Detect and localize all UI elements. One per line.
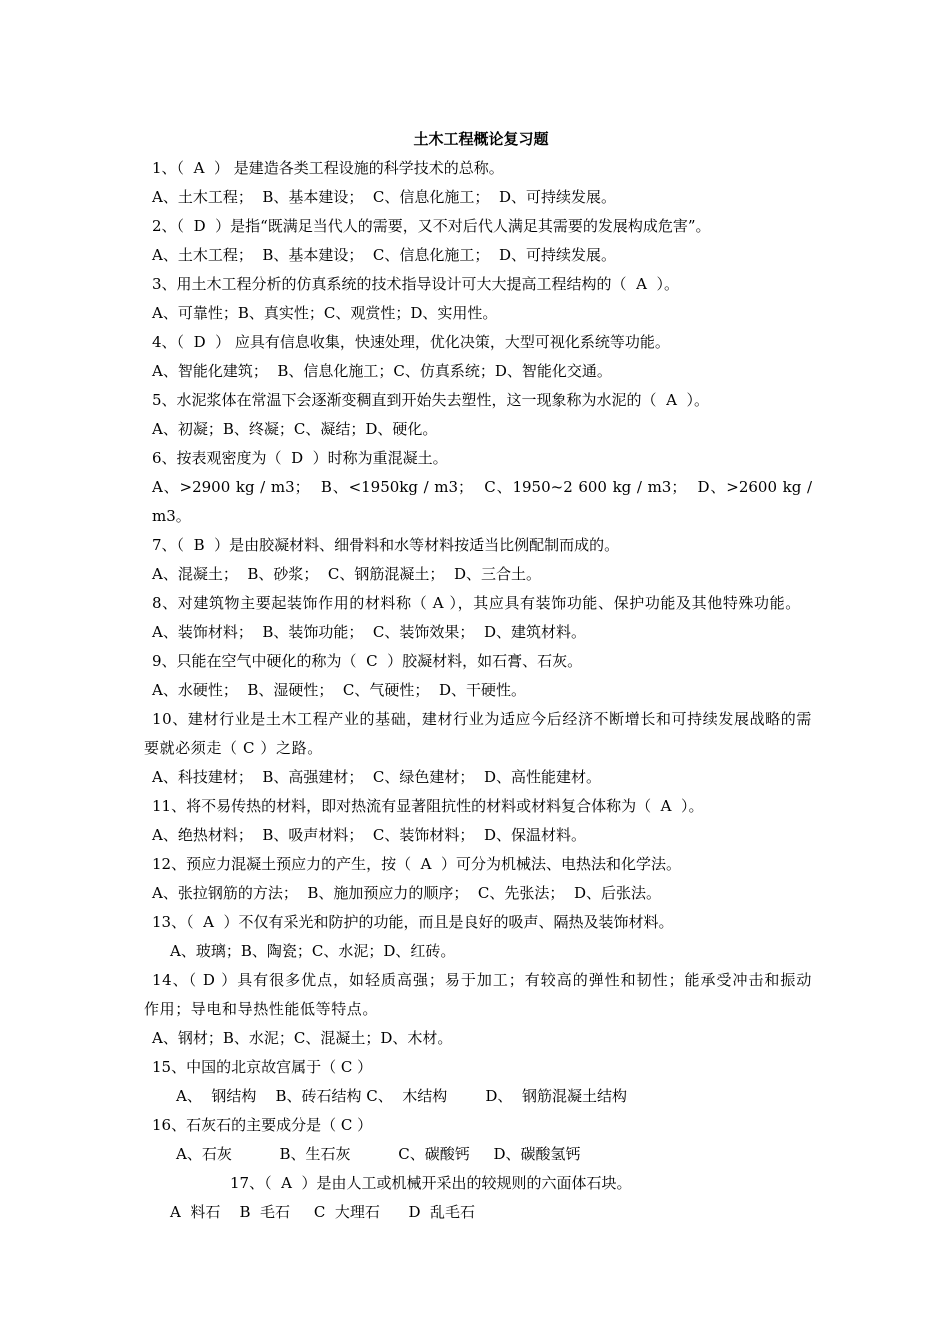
options-10: A、科技建材； B、高强建材； C、绿色建材； D、高性能建材。 <box>152 768 601 786</box>
options-3: A、可靠性；B、真实性；C、观赏性；D、实用性。 <box>152 304 498 322</box>
document-title: 土木工程概论复习题 <box>413 130 549 148</box>
options-1: A、土木工程； B、基本建设； C、信息化施工； D、可持续发展。 <box>152 188 616 206</box>
document-page <box>144 125 817 1227</box>
options-8: A、装饰材料； B、装饰功能； C、装饰效果； D、建筑材料。 <box>152 623 586 641</box>
question-2: 2、（ D ）是指“既满足当代人的需要，又不对后代人满足其需要的发展构成危害”。 <box>152 217 711 235</box>
question-1: 1、（ A ） 是建造各类工程设施的科学技术的总称。 <box>152 159 504 177</box>
question-14: 14、（ D ）具有很多优点，如轻质高强；易于加工；有较高的弹性和韧性；能承受冲击和振动作用；导电和导热性能低等特点。 <box>144 971 812 1018</box>
options-5: A、初凝；B、终凝；C、凝结；D、硬化。 <box>152 420 438 438</box>
question-6: 6、按表观密度为（ D ）时称为重混凝土。 <box>152 449 448 467</box>
question-16: 16、石灰石的主要成分是（ C ） <box>152 1116 373 1134</box>
options-16: A、石灰 B、生石灰 C、碳酸钙 D、碳酸氢钙 <box>176 1145 581 1163</box>
question-11: 11、将不易传热的材料，即对热流有显著阻抗性的材料或材料复合体称为（ A ）。 <box>152 797 704 815</box>
question-5: 5、水泥浆体在常温下会逐渐变稠直到开始失去塑性，这一现象称为水泥的（ A ）。 <box>152 391 709 409</box>
question-15: 15、中国的北京故宫属于（ C ） <box>152 1058 373 1076</box>
options-6: A、>2900 kg / m3； B、<1950kg / m3； C、1950~2 600 kg / m3； D、>2600 kg / m3。 <box>152 478 817 525</box>
options-15: A、 钢结构 B、砖石结构 C、 木结构 D、 钢筋混凝土结构 <box>176 1087 627 1105</box>
options-7: A、混凝土； B、砂浆； C、钢筋混凝土； D、三合土。 <box>152 565 541 583</box>
options-4: A、智能化建筑； B、信息化施工；C、仿真系统；D、智能化交通。 <box>152 362 612 380</box>
options-17: A 料石 B 毛石 C 大理石 D 乱毛石 <box>170 1203 476 1221</box>
options-9: A、水硬性； B、湿硬性； C、气硬性； D、干硬性。 <box>152 681 526 699</box>
question-10: 10、建材行业是土木工程产业的基础，建材行业为适应今后经济不断增长和可持续发展战略的需要就必须走（ C ）之路。 <box>144 710 812 757</box>
options-13: A、玻璃；B、陶瓷；C、水泥；D、红砖。 <box>170 942 456 960</box>
options-14: A、钢材；B、水泥；C、混凝土；D、木材。 <box>152 1029 453 1047</box>
options-12: A、张拉钢筋的方法； B、施加预应力的顺序； C、先张法； D、后张法。 <box>152 884 661 902</box>
options-2: A、土木工程； B、基本建设； C、信息化施工； D、可持续发展。 <box>152 246 616 264</box>
question-17: 17、（ A ）是由人工或机械开采出的较规则的六面体石块。 <box>230 1174 632 1192</box>
question-13: 13、（ A ）不仅有采光和防护的功能，而且是良好的吸声、隔热及装饰材料。 <box>152 913 674 931</box>
question-3: 3、用土木工程分析的仿真系统的技术指导设计可大大提高工程结构的（ A ）。 <box>152 275 679 293</box>
question-9: 9、只能在空气中硬化的称为（ C ）胶凝材料，如石膏、石灰。 <box>152 652 583 670</box>
question-4: 4、（ D ） 应具有信息收集，快速处理，优化决策，大型可视化系统等功能。 <box>152 333 670 351</box>
question-8: 8、对建筑物主要起装饰作用的材料称（ A ），其应具有装饰功能、保护功能及其他特殊功能。 <box>152 594 801 612</box>
options-11: A、绝热材料； B、吸声材料； C、装饰材料； D、保温材料。 <box>152 826 586 844</box>
question-7: 7、（ B ）是由胶凝材料、细骨料和水等材料按适当比例配制而成的。 <box>152 536 620 554</box>
question-12: 12、预应力混凝土预应力的产生，按（ A ）可分为机械法、电热法和化学法。 <box>152 855 681 873</box>
